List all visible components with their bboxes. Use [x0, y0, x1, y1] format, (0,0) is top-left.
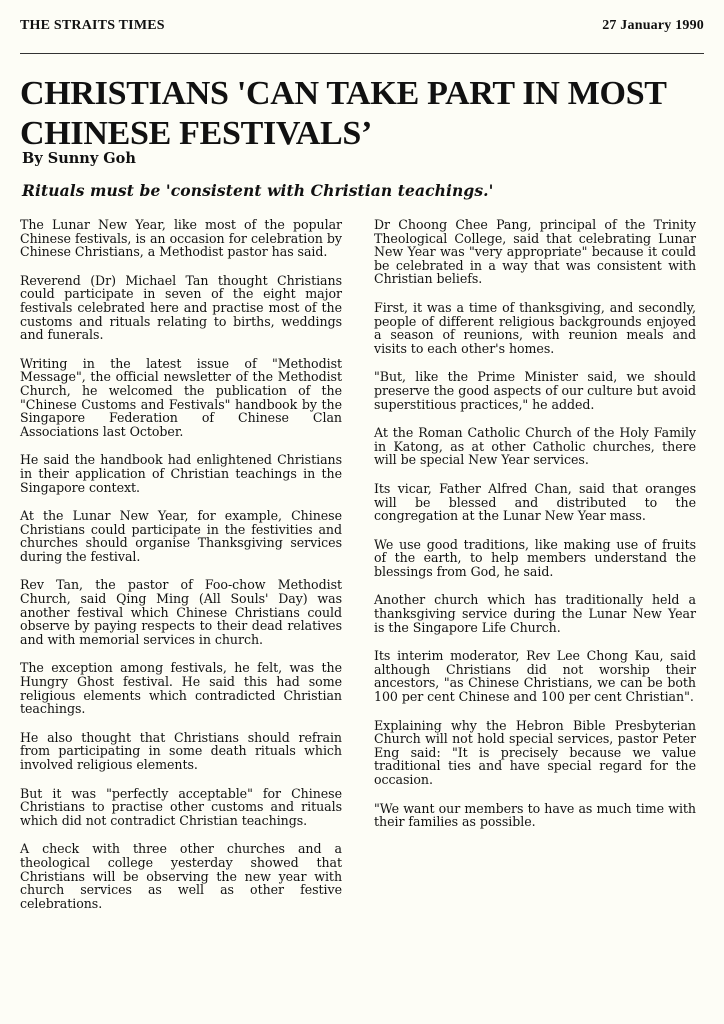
paragraph: Explaining why the Hebron Bible Presbyterian Church will not hold special services, pastor Peter Eng said: "It is precisely because we value traditional ties and have special regard for the occasion.: [374, 717, 696, 787]
paragraph: Another church which has traditionally held a thanksgiving service during the Lunar New Year is the Singapore Life Church.: [374, 592, 696, 635]
paragraph: He said the handbook had enlightened Christians in their application of Christian teachings in the Singapore context.: [20, 452, 342, 495]
paragraph: Dr Choong Chee Pang, principal of the Trinity Theological College, said that celebrating Lunar New Year was "very appropriate" because it could be celebrated in a way that was consistent with Christian beliefs.: [374, 217, 696, 287]
article-headline: CHRISTIANS 'CAN TAKE PART IN MOST CHINESE FESTIVALS’: [20, 75, 667, 152]
publication-name: THE STRAITS TIMES: [20, 18, 165, 33]
paragraph: We use good traditions, like making use of fruits of the earth, to help members understand the blessings from God, he said.: [374, 536, 696, 579]
masthead-divider: [20, 53, 704, 54]
right-column: [374, 218, 696, 925]
paragraph: "But, like the Prime Minister said, we should preserve the good aspects of our culture but avoid superstitious practices," he added.: [374, 369, 696, 412]
paragraph: Its interim moderator, Rev Lee Chong Kau, said although Christians did not worship their ancestors, "as Chinese Christians, we can be both 100 per cent Chinese and 100 per cent Christian".: [374, 648, 696, 705]
paragraph: Its vicar, Father Alfred Chan, said that oranges will be blessed and distributed to the congregation at the Lunar New Year mass.: [374, 480, 696, 524]
paragraph: But it was "perfectly acceptable" for Chinese Christians to practise other customs and rituals which did not contradict Christian teachings.: [20, 785, 342, 828]
article-byline: By Sunny Goh: [22, 150, 136, 167]
paragraph: "We want our members to have as much time with their families as possible.: [374, 800, 696, 830]
paragraph: Writing in the latest issue of "Methodist Message", the official newsletter of the Methodist Church, he welcomed the publication of the "Chinese Customs and Festivals" handbook by the Singapore Federation of Chinese Clan Associations last October.: [20, 355, 342, 439]
paragraph: At the Lunar New Year, for example, Chinese Christians could participate in the festivities and churches should organise Thanksgiving services during the festival.: [20, 508, 342, 564]
article-subhead: Rituals must be 'consistent with Christian teachings.': [22, 181, 494, 200]
left-column: [20, 218, 342, 925]
paragraph: Reverend (Dr) Michael Tan thought Christians could participate in seven of the eight major festivals celebrated here and practise most of the customs and rituals relating to births, weddings and funerals.: [20, 272, 342, 343]
masthead: [20, 18, 704, 34]
publication-date: 27 January 1990: [602, 18, 704, 33]
paragraph: A check with three other churches and a theological college yesterday showed that Christians will be observing the new year with church services as well as other festive celebrations.: [20, 841, 342, 911]
paragraph: Rev Tan, the pastor of Foo-chow Methodist Church, said Qing Ming (All Souls' Day) was another festival which Chinese Christians could observe by paying respects to their dead relatives and with memorial services in church.: [20, 577, 342, 647]
paragraph: The exception among festivals, he felt, was the Hungry Ghost festival. He said this had some religious elements which contradicted Christian teachings.: [20, 660, 342, 717]
article-body: [20, 218, 696, 925]
paragraph: He also thought that Christians should refrain from participating in some death rituals which involved religious elements.: [20, 729, 342, 772]
paragraph: The Lunar New Year, like most of the popular Chinese festivals, is an occasion for celebration by Chinese Christians, a Methodist pastor has said.: [20, 217, 342, 260]
paragraph: At the Roman Catholic Church of the Holy Family in Katong, as at other Catholic churches, there will be special New Year services.: [374, 425, 696, 468]
paragraph: First, it was a time of thanksgiving, and secondly, people of different religious backgrounds enjoyed a season of reunions, with reunion meals and visits to each other's homes.: [374, 299, 696, 356]
